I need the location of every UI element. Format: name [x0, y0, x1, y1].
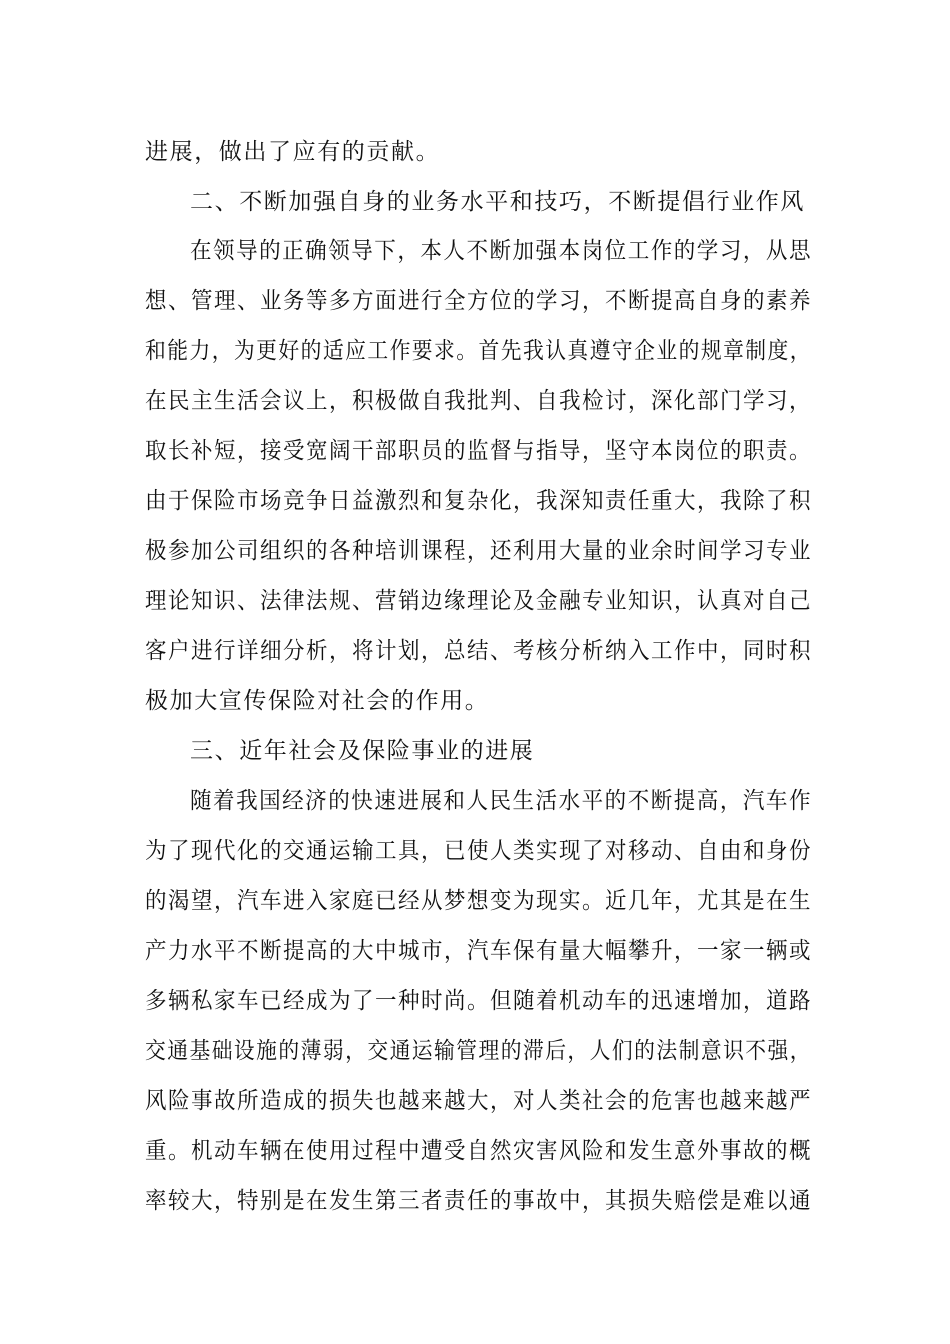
paragraph-line: 极参加公司组织的各种培训课程，还利用大量的业余时间学习专业: [145, 538, 812, 564]
paragraph-line: 产力水平不断提高的大中城市，汽车保有量大幅攀升，一家一辆或: [145, 938, 812, 964]
paragraph-line: 风险事故所造成的损失也越来越大，对人类社会的危害也越来越严: [145, 1088, 812, 1114]
paragraph-line: 的渴望，汽车进入家庭已经从梦想变为现实。近几年，尤其是在生: [145, 888, 812, 914]
paragraph-line: 客户进行详细分析，将计划，总结、考核分析纳入工作中，同时积: [145, 638, 812, 664]
paragraph-line: 极加大宣传保险对社会的作用。: [145, 688, 490, 714]
paragraph-line: 为了现代化的交通运输工具，已使人类实现了对移动、自由和身份: [145, 838, 812, 864]
paragraph-line: 多辆私家车已经成为了一种时尚。但随着机动车的迅速增加，道路: [145, 988, 812, 1014]
paragraph-line: 重。机动车辆在使用过程中遭受自然灾害风险和发生意外事故的概: [145, 1138, 812, 1164]
section-heading: 二、不断加强自身的业务水平和技巧，不断提倡行业作风: [190, 189, 805, 215]
paragraph-line: 率较大，特别是在发生第三者责任的事故中，其损失赔偿是难以通: [145, 1188, 812, 1214]
paragraph-line: 理论知识、法律法规、营销边缘理论及金融专业知识，认真对自己: [145, 588, 812, 614]
paragraph-line: 和能力，为更好的适应工作要求。首先我认真遵守企业的规章制度，: [145, 338, 812, 364]
paragraph-line: 由于保险市场竞争日益激烈和复杂化，我深知责任重大，我除了积: [145, 488, 812, 514]
paragraph-line: 想、管理、业务等多方面进行全方位的学习，不断提高自身的素养: [145, 288, 812, 314]
paragraph-line: 在领导的正确领导下，本人不断加强本岗位工作的学习，从思: [190, 238, 812, 264]
section-heading: 三、近年社会及保险事业的进展: [190, 738, 535, 764]
paragraph-line: 交通基础设施的薄弱，交通运输管理的滞后，人们的法制意识不强，: [145, 1038, 812, 1064]
paragraph-line: 在民主生活会议上，积极做自我批判、自我检讨，深化部门学习，: [145, 388, 812, 414]
paragraph-line: 随着我国经济的快速进展和人民生活水平的不断提高，汽车作: [190, 788, 812, 814]
paragraph-line: 进展，做出了应有的贡献。: [145, 139, 441, 165]
paragraph-line: 取长补短，接受宽阔干部职员的监督与指导，坚守本岗位的职责。: [145, 438, 812, 464]
